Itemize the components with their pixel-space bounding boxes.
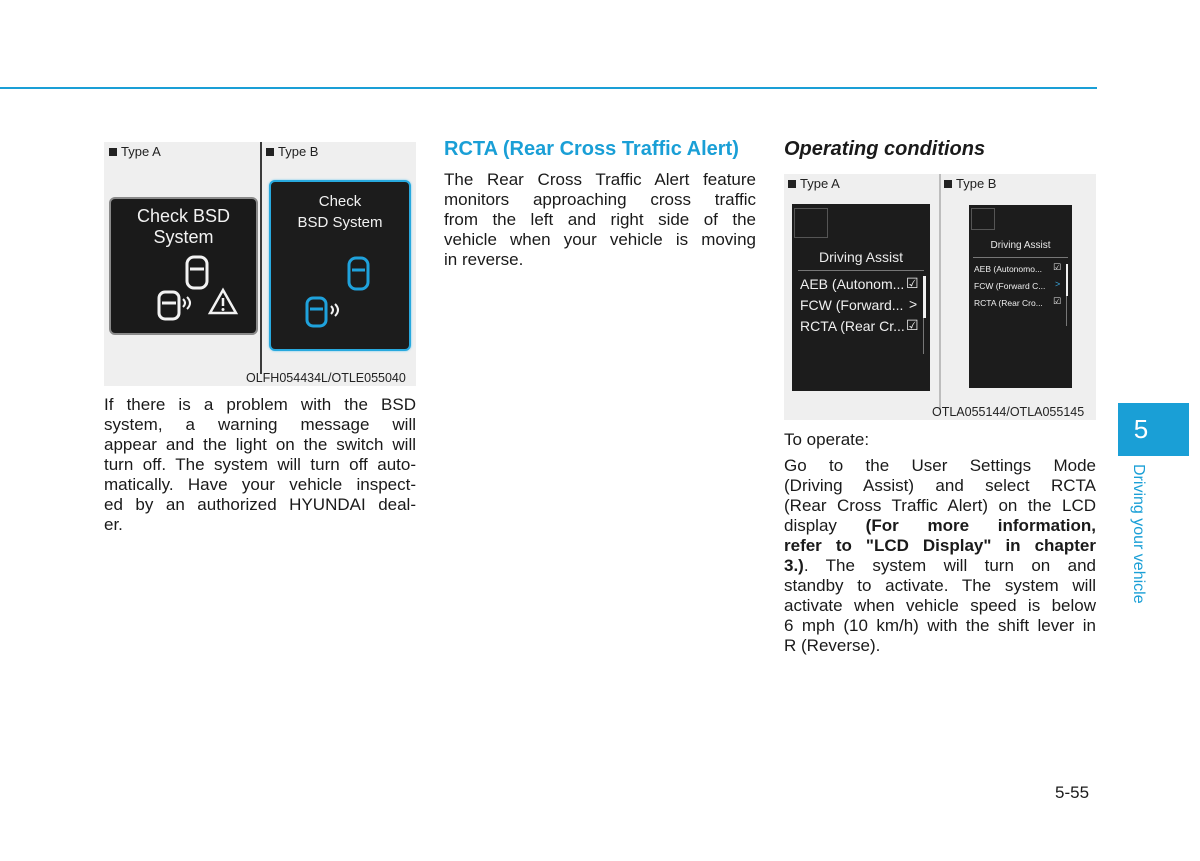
text-line: 6 mph (10 km/h) with the shift lever in bbox=[784, 616, 1096, 635]
bsd-warning-figure bbox=[104, 142, 416, 386]
header-rule bbox=[0, 87, 1097, 89]
page-number: 5-55 bbox=[1055, 783, 1090, 802]
text-line: from the left and right side of the bbox=[444, 210, 756, 229]
bullet-square-icon bbox=[109, 148, 117, 156]
lcd-icon-box bbox=[971, 208, 995, 230]
bsd-warning-graphic-b bbox=[271, 182, 409, 349]
lcd-menu-item: AEB (Autonom... bbox=[800, 276, 905, 292]
text-line: system, a warning message will bbox=[104, 415, 416, 434]
text-line: If there is a problem with the BSD bbox=[104, 395, 416, 414]
bullet-square-icon bbox=[944, 180, 952, 188]
lcd-menu-item: AEB (Autonomo... bbox=[974, 264, 1043, 274]
lcd-scrollbar bbox=[923, 276, 926, 318]
lcd-scrollbar bbox=[1066, 264, 1068, 296]
bsd-problem-paragraph bbox=[104, 395, 416, 535]
lcd-divider bbox=[798, 270, 924, 271]
text-line: matically. Have your vehicle inspect- bbox=[104, 475, 416, 494]
text-line: Go to the User Settings Mode bbox=[784, 456, 1096, 475]
chapter-tab bbox=[1118, 403, 1189, 456]
bsd-screen-type-a bbox=[109, 197, 258, 335]
lcd-title: Driving Assist bbox=[990, 240, 1051, 251]
operating-paragraph bbox=[784, 456, 1096, 656]
text-line: activate when vehicle speed is below bbox=[784, 596, 1096, 615]
figure-caption: OLFH054434L/OTLE055040 bbox=[246, 371, 406, 385]
lcd-menu-item: RCTA (Rear Cro... bbox=[974, 298, 1043, 308]
type-b-label: Type B bbox=[266, 144, 318, 159]
lcd-menu-item: RCTA (Rear Cr... bbox=[800, 318, 905, 334]
bsd-warning-graphic bbox=[111, 199, 256, 333]
text-line: refer to "LCD Display" in chapter bbox=[784, 536, 1096, 555]
bullet-square-icon bbox=[266, 148, 274, 156]
rcta-paragraph bbox=[444, 170, 756, 270]
text-line: ed by an authorized HYUNDAI deal- bbox=[104, 495, 416, 514]
checkbox-checked-icon: ☑ bbox=[1053, 296, 1062, 306]
checkbox-checked-icon: ☑ bbox=[906, 317, 919, 333]
text-line: To operate: bbox=[784, 430, 870, 449]
lcd-scroll-track bbox=[923, 318, 924, 354]
text-line: (Driving Assist) and select RCTA bbox=[784, 476, 1096, 495]
lcd-scroll-track bbox=[1066, 296, 1067, 326]
chevron-right-icon: > bbox=[1055, 279, 1061, 289]
lcd-divider bbox=[973, 257, 1068, 258]
text-line: R (Reverse). bbox=[784, 636, 881, 655]
figure-divider bbox=[260, 142, 262, 374]
text-line: appear and the light on the switch will bbox=[104, 435, 416, 454]
checkbox-checked-icon: ☑ bbox=[906, 275, 919, 291]
lcd-menu-item: FCW (Forward C... bbox=[974, 281, 1046, 291]
text-line: in reverse. bbox=[444, 250, 524, 269]
bullet-square-icon bbox=[788, 180, 796, 188]
text-line: monitors approaching cross traffic bbox=[444, 190, 756, 209]
signal-waves-icon bbox=[183, 297, 190, 309]
lcd-icon-box bbox=[794, 208, 828, 238]
type-a-label: Type A bbox=[788, 176, 840, 191]
screen-b-message: Check BSD System bbox=[297, 193, 383, 231]
text-line: standby to activate. The system will bbox=[784, 576, 1096, 595]
type-b-label: Type B bbox=[944, 176, 996, 191]
car-side-icon bbox=[159, 292, 179, 319]
text-line: turn off. The system will turn off auto- bbox=[104, 455, 416, 474]
bsd-screen-type-b bbox=[269, 180, 411, 351]
signal-waves-icon bbox=[331, 304, 338, 316]
figure-caption: OTLA055144/OTLA055145 bbox=[932, 405, 1085, 419]
figure-divider bbox=[939, 174, 941, 410]
lcd-menu-item: FCW (Forward... bbox=[800, 297, 904, 313]
rcta-heading: RCTA (Rear Cross Traffic Alert) bbox=[444, 138, 739, 160]
text-line: er. bbox=[104, 515, 123, 534]
lcd-screen-type-a bbox=[792, 204, 930, 391]
lcd-screen-type-b bbox=[969, 205, 1072, 388]
chapter-number: 5 bbox=[1133, 414, 1149, 444]
text-line: The Rear Cross Traffic Alert feature bbox=[444, 170, 756, 189]
operating-conditions-heading: Operating conditions bbox=[784, 138, 986, 160]
checkbox-checked-icon: ☑ bbox=[1053, 262, 1062, 272]
car-rear-icon bbox=[349, 258, 368, 289]
lcd-settings-figure bbox=[784, 174, 1096, 420]
chapter-side-label bbox=[1127, 464, 1151, 624]
to-operate-label bbox=[784, 430, 1096, 450]
screen-a-message: Check BSD System bbox=[136, 206, 231, 247]
car-rear-icon bbox=[187, 257, 207, 288]
text-line: vehicle when your vehicle is moving bbox=[444, 230, 756, 249]
car-side-icon bbox=[307, 298, 326, 326]
text-line: (Rear Cross Traffic Alert) on the LCD bbox=[784, 496, 1096, 515]
text-line: 3.). The system will turn on and bbox=[784, 556, 1096, 575]
lcd-title: Driving Assist bbox=[818, 249, 904, 265]
warning-triangle-icon bbox=[210, 290, 236, 313]
type-a-label: Type A bbox=[109, 144, 161, 159]
chevron-right-icon: > bbox=[909, 296, 918, 312]
chapter-title: Driving your vehicle bbox=[1130, 464, 1147, 604]
text-line: display (For more information, bbox=[784, 516, 1097, 535]
